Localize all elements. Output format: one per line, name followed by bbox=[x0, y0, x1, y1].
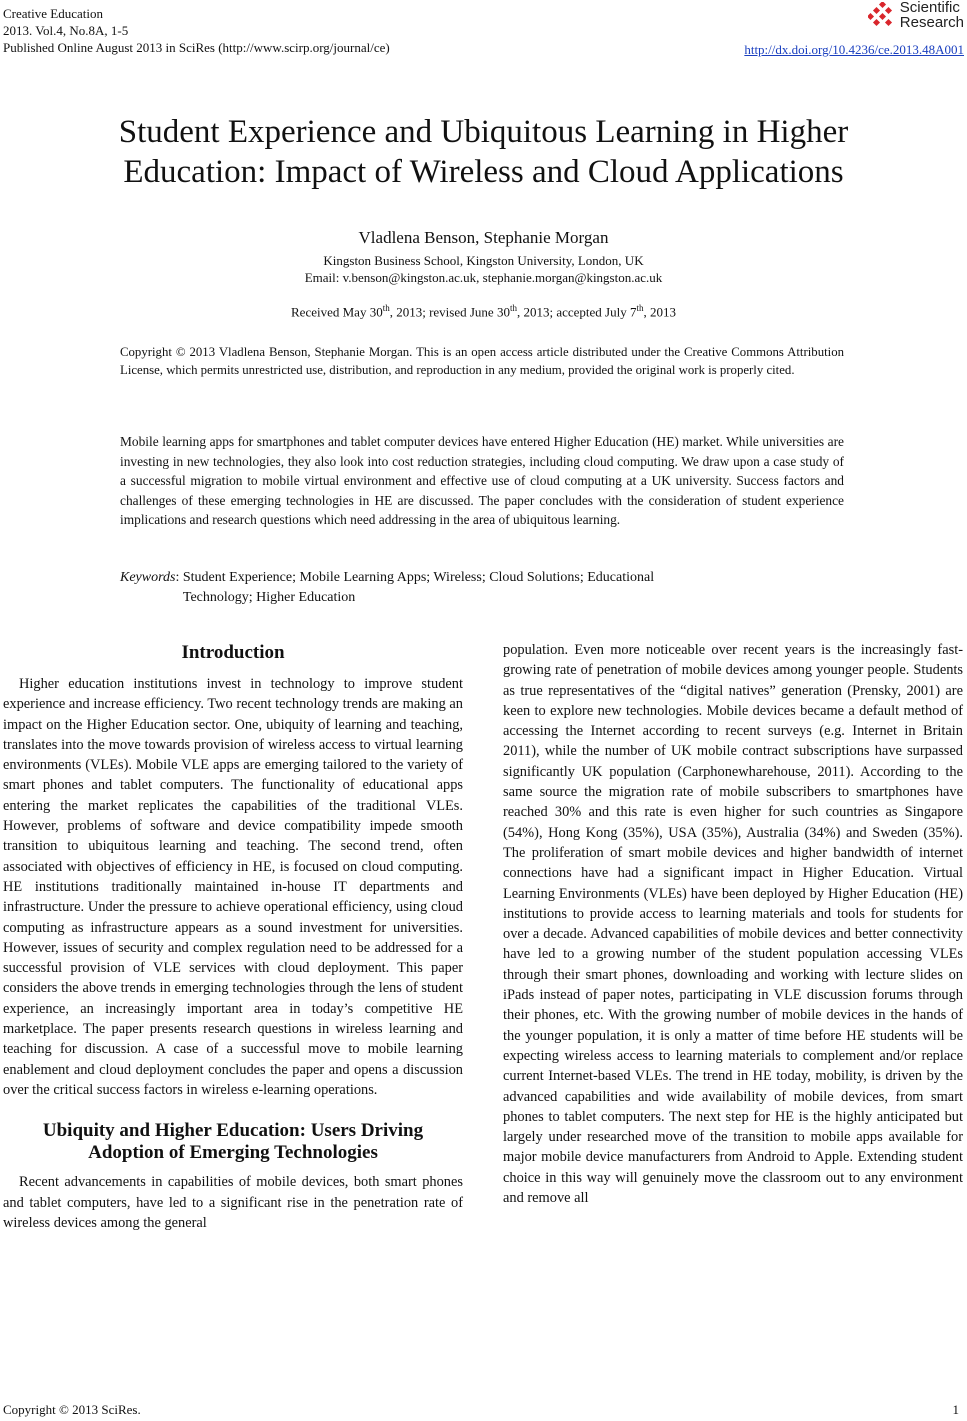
keywords-line-2: Technology; Higher Education bbox=[182, 590, 356, 605]
page-number: 1 bbox=[952, 1402, 959, 1417]
publisher-logo bbox=[744, 0, 964, 36]
ubiquity-heading-line-2: Adoption of Emerging Technologies bbox=[88, 1142, 378, 1164]
ubiquity-heading-line-1: Ubiquity and Higher Education: Users Driving bbox=[42, 1120, 424, 1142]
keywords-line-1: Student Experience; Mobile Learning Apps; Wireless; Cloud Solutions; Educational bbox=[182, 570, 655, 585]
ubiquity-paragraph: Recent advancements in capabilities of mobile devices, both smart phones and tablet computers, have led to a significant rise in the penetration rate of wireless devices among the general bbox=[3, 1174, 463, 1231]
received-sup-2: th bbox=[509, 303, 517, 313]
title-line-2: Education: Impact of Wireless and Cloud Applications bbox=[123, 154, 844, 190]
abstract: Mobile learning apps for smartphones and tablet computer devices have entered Higher Education (HE) market. While universities are investing in new technologies, they also look into cost reduction strategies, including cloud computing. We draw upon a case study of a successful migration to mobile virtual environment and effective use of cloud computing at a UK university. Success factors and challenges of these emerging technologies in HE are discussed. The paper concludes with the consideration of student experience implications and research questions which need addressing in the area of ubiquitous learning. bbox=[120, 434, 844, 527]
authors: Vladlena Benson, Stephanie Morgan bbox=[358, 228, 609, 247]
introduction-paragraph: Higher education institutions invest in technology to improve student experience and increase efficiency. Two recent technology trends are making an impact on the Higher Education sector. One, ubiquity of learning and teaching, translates into the move towards provision of wireless access to virtual learning environments (VLEs). Mobile VLE apps are emerging tailored to the variety of smart phones and tablet computers. The functionality of educational apps entering the market replicates the capabilities of the traditional VLEs. However, problems of software and device compatibility impede smooth transition to ubiquitous learning and teaching. The second trend, often associated with objectives of efficiency in HE, is focused on cloud computing. HE institutions traditionally maintained in-house IT departments and infrastructure. Under the pressure to achieve operational efficiency, using cloud computing as infrastructure appears as a sound investment for universities. However, issues of security and complex regulation need to be addressed for a successful provision of VLE services with cloud deployment. This paper considers the above trends in emerging technologies through the lens of student experience, an increasingly important area in today’s competitive HE marketplace. The paper presents research questions in wireless learning and teaching for discussion. A case of a successful move to mobile learning enablement and cloud deployment concludes the paper and opens a discussion over the critical success factors in wireless e-learning operations. bbox=[3, 676, 463, 1098]
journal-name: Creative Education bbox=[3, 6, 103, 21]
keywords-label: Keywords bbox=[120, 570, 176, 585]
logo-line-2: Research bbox=[899, 14, 964, 31]
footer-copyright: Copyright © 2013 SciRes. bbox=[3, 1402, 141, 1417]
introduction-heading: Introduction bbox=[181, 642, 285, 663]
doi-link[interactable]: http://dx.doi.org/10.4236/ce.2013.48A001 bbox=[744, 42, 964, 57]
affiliation-block bbox=[0, 252, 967, 286]
keywords-colon: : bbox=[175, 570, 183, 585]
scientific-research-logo-icon bbox=[868, 2, 896, 30]
received-sup-3: th bbox=[636, 303, 644, 313]
affiliation: Kingston Business School, Kingston University, London, UK bbox=[323, 253, 644, 268]
author-email: Email: v.benson@kingston.ac.uk, stephanie.morgan@kingston.ac.uk bbox=[304, 270, 663, 285]
paper-title bbox=[0, 112, 967, 192]
publisher-header bbox=[744, 0, 964, 58]
ubiquity-heading bbox=[3, 1120, 463, 1164]
right-column bbox=[503, 640, 963, 1208]
received-text-4: , 2013 bbox=[643, 304, 676, 320]
title-line-1: Student Experience and Ubiquitous Learning in Higher bbox=[118, 114, 849, 150]
right-column-paragraph: population. Even more noticeable over recent years is the increasingly fast-growing rate of penetration of mobile devices among younger people. Students as true representatives of the “digital natives” generation (Prensky, 2001) are keen to explore new technologies. Mobile devices became a default method of accessing the Internet according to recent surveys (e.g. Internet in Britain 2011), while the number of UK mobile contract subscriptions have surpassed significantly UK population (Carphonewharehouse, 2011). According to the same source the migration rate of mobile subscribers to smartphones have reached 30% and this rate is even higher for such countries as Singapore (54%), Hong Kong (35%), USA (35%), Australia (34%) and Sweden (35%). The proliferation of smart mobile devices and higher bandwidth of internet connections have had a significant impact in Higher Education. Virtual Learning Environments (VLEs) have been deployed by Higher Education (HE) institutions to provide access to learning materials and tools for students for over a decade. Advanced capabilities of mobile devices and better connectivity have led to a growing number of the student population accessing VLEs through their smart phones, downloading and working with lecture slides on iPads instead of paper notes, participating in VLE discussion forums through their phones, etc. With the growing number of mobile devices in the hands of the younger population, it is only a matter of time before HE students will be expecting wireless access to learning materials to complement and/or replace current Internet-based VLEs. The trend in HE today, mobility, is driven by the advanced capabilities and wide availability of mobile devices, from smart phones to tablet computers. The next step for HE is the highly anticipated but largely under researched move of the transition to mobile apps available for major mobile device manufacturers from Android to Apple. Extending student choice in this way will genuinely move the classroom out to any environment and remove all bbox=[503, 642, 963, 1207]
received-text-2: , 2013; revised June 30 bbox=[389, 304, 510, 320]
journal-volume: 2013. Vol.4, No.8A, 1-5 bbox=[3, 23, 129, 38]
left-column bbox=[3, 640, 463, 1233]
received-dates bbox=[0, 303, 967, 320]
journal-published: Published Online August 2013 in SciRes (http://www.scirp.org/journal/ce) bbox=[3, 40, 390, 55]
keywords bbox=[120, 568, 844, 608]
received-text-1: Received May 30 bbox=[291, 304, 383, 320]
logo-line-1: Scientific bbox=[899, 0, 960, 16]
received-text-3: , 2013; accepted July 7 bbox=[516, 304, 637, 320]
received-sup-1: th bbox=[382, 303, 390, 313]
journal-header bbox=[3, 5, 390, 56]
copyright-notice: Copyright © 2013 Vladlena Benson, Stephanie Morgan. This is an open access article distributed under the Creative Commons Attribution License, which permits unrestricted use, distribution, and reproduction in any medium, provided the original work is properly cited. bbox=[120, 345, 844, 377]
